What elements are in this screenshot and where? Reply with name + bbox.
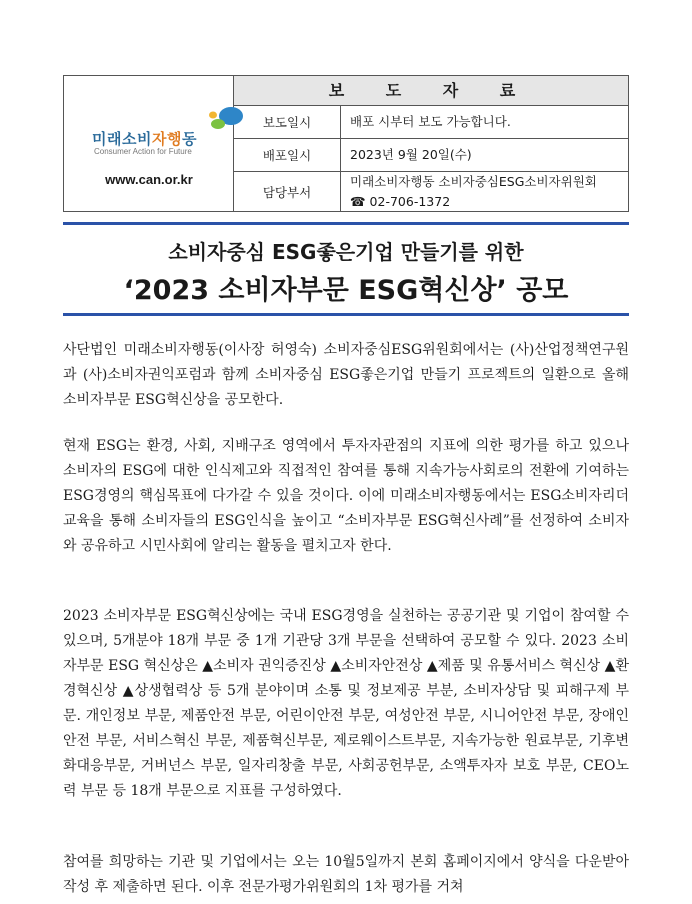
- press-release-header: [63, 75, 629, 212]
- top-divider: [63, 222, 629, 225]
- bottom-divider: [63, 313, 629, 316]
- org-website-link[interactable]: www.can.or.kr: [105, 172, 193, 187]
- department-label: 담당부서: [234, 172, 341, 211]
- distribution-date-row: [234, 139, 628, 172]
- headline-subtitle: 소비자중심 ESG좋은기업 만들기를 위한: [168, 240, 524, 264]
- body-paragraph-2: 현재 ESG는 환경, 사회, 지배구조 영역에서 투자자관점의 지표에 의한 평가를 하고 있으나 소비자의 ESG에 대한 인식제고와 직접적인 참여를 통해 지속가능사회로의 전환에 기여하는 ESG경영의 핵심목표에 다가갈 수 있을 것이다. 이에 미래소비자행동에서는 ESG소비자리더 교육을 통해 소비자들의 ESG인식을 높이고 “소비자부문 ESG혁신사례”를 선정하여 소비자와 공유하고 시민사회에 알리는 활동을 펼치고자 한다.: [63, 438, 629, 554]
- distribution-date-value: 2023년 9월 20일(수): [350, 147, 472, 162]
- body-paragraph-3: 2023 소비자부문 ESG혁신상에는 국내 ESG경영을 실천하는 공공기관 및 기업이 참여할 수 있으며, 5개분야 18개 부문 중 1개 기관당 3개 부문을 선택하여 공모할 수 있다. 2023 소비자부문 ESG 혁신상은 ▲소비자 권익증진상 ▲소비자안전상 ▲제품 및 유통서비스 혁신상 ▲환경혁신상 ▲상생협력상 등 5개 분야이며 소통 및 정보제공 부분, 소비자상담 및 피해구제 부문. 개인정보 부문, 제품안전 부문, 어린이안전 부문, 여성안전 부문, 시니어안전 부문, 장애인안전 부문, 서비스혁신 부문, 제품혁신부문, 제로웨이스트부문, 지속가능한 원료부문, 기후변화대응부문, 거버넌스 부문, 일자리창출 부문, 사회공헌부문, 소액투자자 보호 부문, CEO노력 부문 등 18개 부문으로 지표를 구성하였다.: [63, 608, 629, 799]
- doc-type-title: 보 도 자 료: [234, 76, 628, 106]
- department-phone: ☎ 02-706-1372: [350, 193, 451, 209]
- release-time-label: 보도일시: [234, 106, 341, 138]
- org-logo-name: 미래소비자행동: [92, 130, 197, 148]
- body-paragraph-4: 참여를 희망하는 기관 및 기업에서는 오는 10월5일까지 본회 홈페이지에서 양식을 다운받아 작성 후 제출하면 된다. 이후 전문가평가위원회의 1차 평가를 거쳐: [63, 854, 629, 895]
- logo-cell: [64, 76, 234, 211]
- release-time-value: 배포 시부터 보도 가능합니다.: [350, 114, 511, 129]
- department-value: 미래소비자행동 소비자중심ESG소비자위원회: [350, 173, 597, 189]
- department-row: [234, 172, 628, 211]
- org-subtitle: Consumer Action for Future: [94, 147, 192, 156]
- body-paragraph-1: 사단법인 미래소비자행동(이사장 허영숙) 소비자중심ESG위원회에서는 (사)산업정책연구원과 (사)소비자권익포럼과 함께 소비자중심 ESG좋은기업 만들기 프로젝트의 일환으로 올해 소비자부문 ESG혁신상을 공모한다.: [63, 342, 629, 408]
- release-time-row: [234, 106, 628, 139]
- headline-title: ‘2023 소비자부문 ESG혁신상’ 공모: [123, 275, 569, 306]
- distribution-date-label: 배포일시: [234, 139, 341, 171]
